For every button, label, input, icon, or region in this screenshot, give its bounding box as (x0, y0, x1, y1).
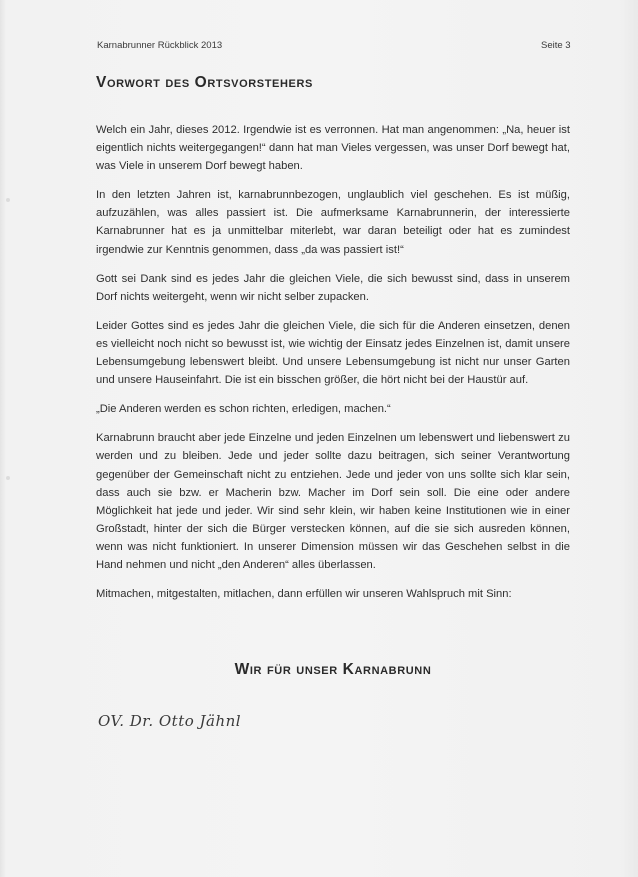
handwritten-signature: OV. Dr. Otto Jähnl (98, 712, 242, 730)
header-publication: Karnabrunner Rückblick 2013 (97, 40, 223, 51)
foreword-body (96, 121, 570, 614)
paragraph: Karnabrunn braucht aber jede Einzelne und jeden Einzelnen um lebenswert und liebenswert zu werden und zu bleiben. Jede und jeder sollte dazu beitragen, sich seiner Verantwortung gegenüber der Gemeinschaft nicht zu entziehen. Jede und jeder von uns sollte sich klar sein, dass auch sie bzw. er Macherin bzw. Macher im Dorf sein soll. Die eine oder andere Möglichkeit hat jede und jeder. Wir sind sehr klein, wir haben keine Institutionen wie in einer Großstadt, hinter der sich die Bürger verstecken können, auf die sie sich ausreden können, wenn was nicht funktioniert. In unserer Dimension müssen wir das Geschehen selbst in die Hand nehmen und nicht „den Anderen“ alles überlassen. (96, 432, 570, 571)
paragraph: Gott sei Dank sind es jedes Jahr die gleichen Viele, die sich bewusst sind, dass in unserem Dorf nichts weitergeht, wenn wir nicht selber zupacken. (96, 272, 570, 303)
header-page-number: Seite 3 (541, 40, 571, 51)
motto-heading: Wir für unser Karnabrunn (234, 661, 432, 678)
paragraph: Welch ein Jahr, dieses 2012. Irgendwie ist es verronnen. Hat man angenommen: „Na, heuer ist eigentlich nichts weitergegangen!“ dann hat man Vieles vergessen, was unser Dorf bewegt hat, was Viele in unserem Dorf bewegt haben. (96, 124, 570, 173)
punch-hole-mark (6, 476, 10, 480)
paragraph: In den letzten Jahren ist, karnabrunnbezogen, unglaublich viel geschehen. Es ist müßig, aufzuzählen, was alles passiert ist. Die aufmerksame Karnabrunnerin, der interessierte Karnabrunner hat es ja unmittelbar miterlebt, war daran beteiligt oder hat es zumindest irgendwie zur Kenntnis genommen, dass „da was passiert ist!“ (96, 189, 570, 256)
page-title: Vorwort des Ortsvorstehers (96, 74, 313, 91)
paragraph: Leider Gottes sind es jedes Jahr die gleichen Viele, die sich für die Anderen einsetzen, denen es vielleicht noch nicht so bewusst ist, wie wichtig der Einsatz jedes Einzelnen ist, damit unsere Lebensumgebung lebenswert bleibt. Und unsere Lebensumgebung ist nicht nur unser Garten und unsere Hauseinfahrt. Die ist ein bisschen größer, die hört nicht bei der Haustür auf. (96, 319, 570, 387)
punch-hole-mark (6, 198, 10, 202)
paragraph: „Die Anderen werden es schon richten, erledigen, machen.“ (96, 403, 391, 416)
paragraph: Mitmachen, mitgestalten, mitlachen, dann erfüllen wir unseren Wahlspruch mit Sinn: (96, 588, 512, 601)
